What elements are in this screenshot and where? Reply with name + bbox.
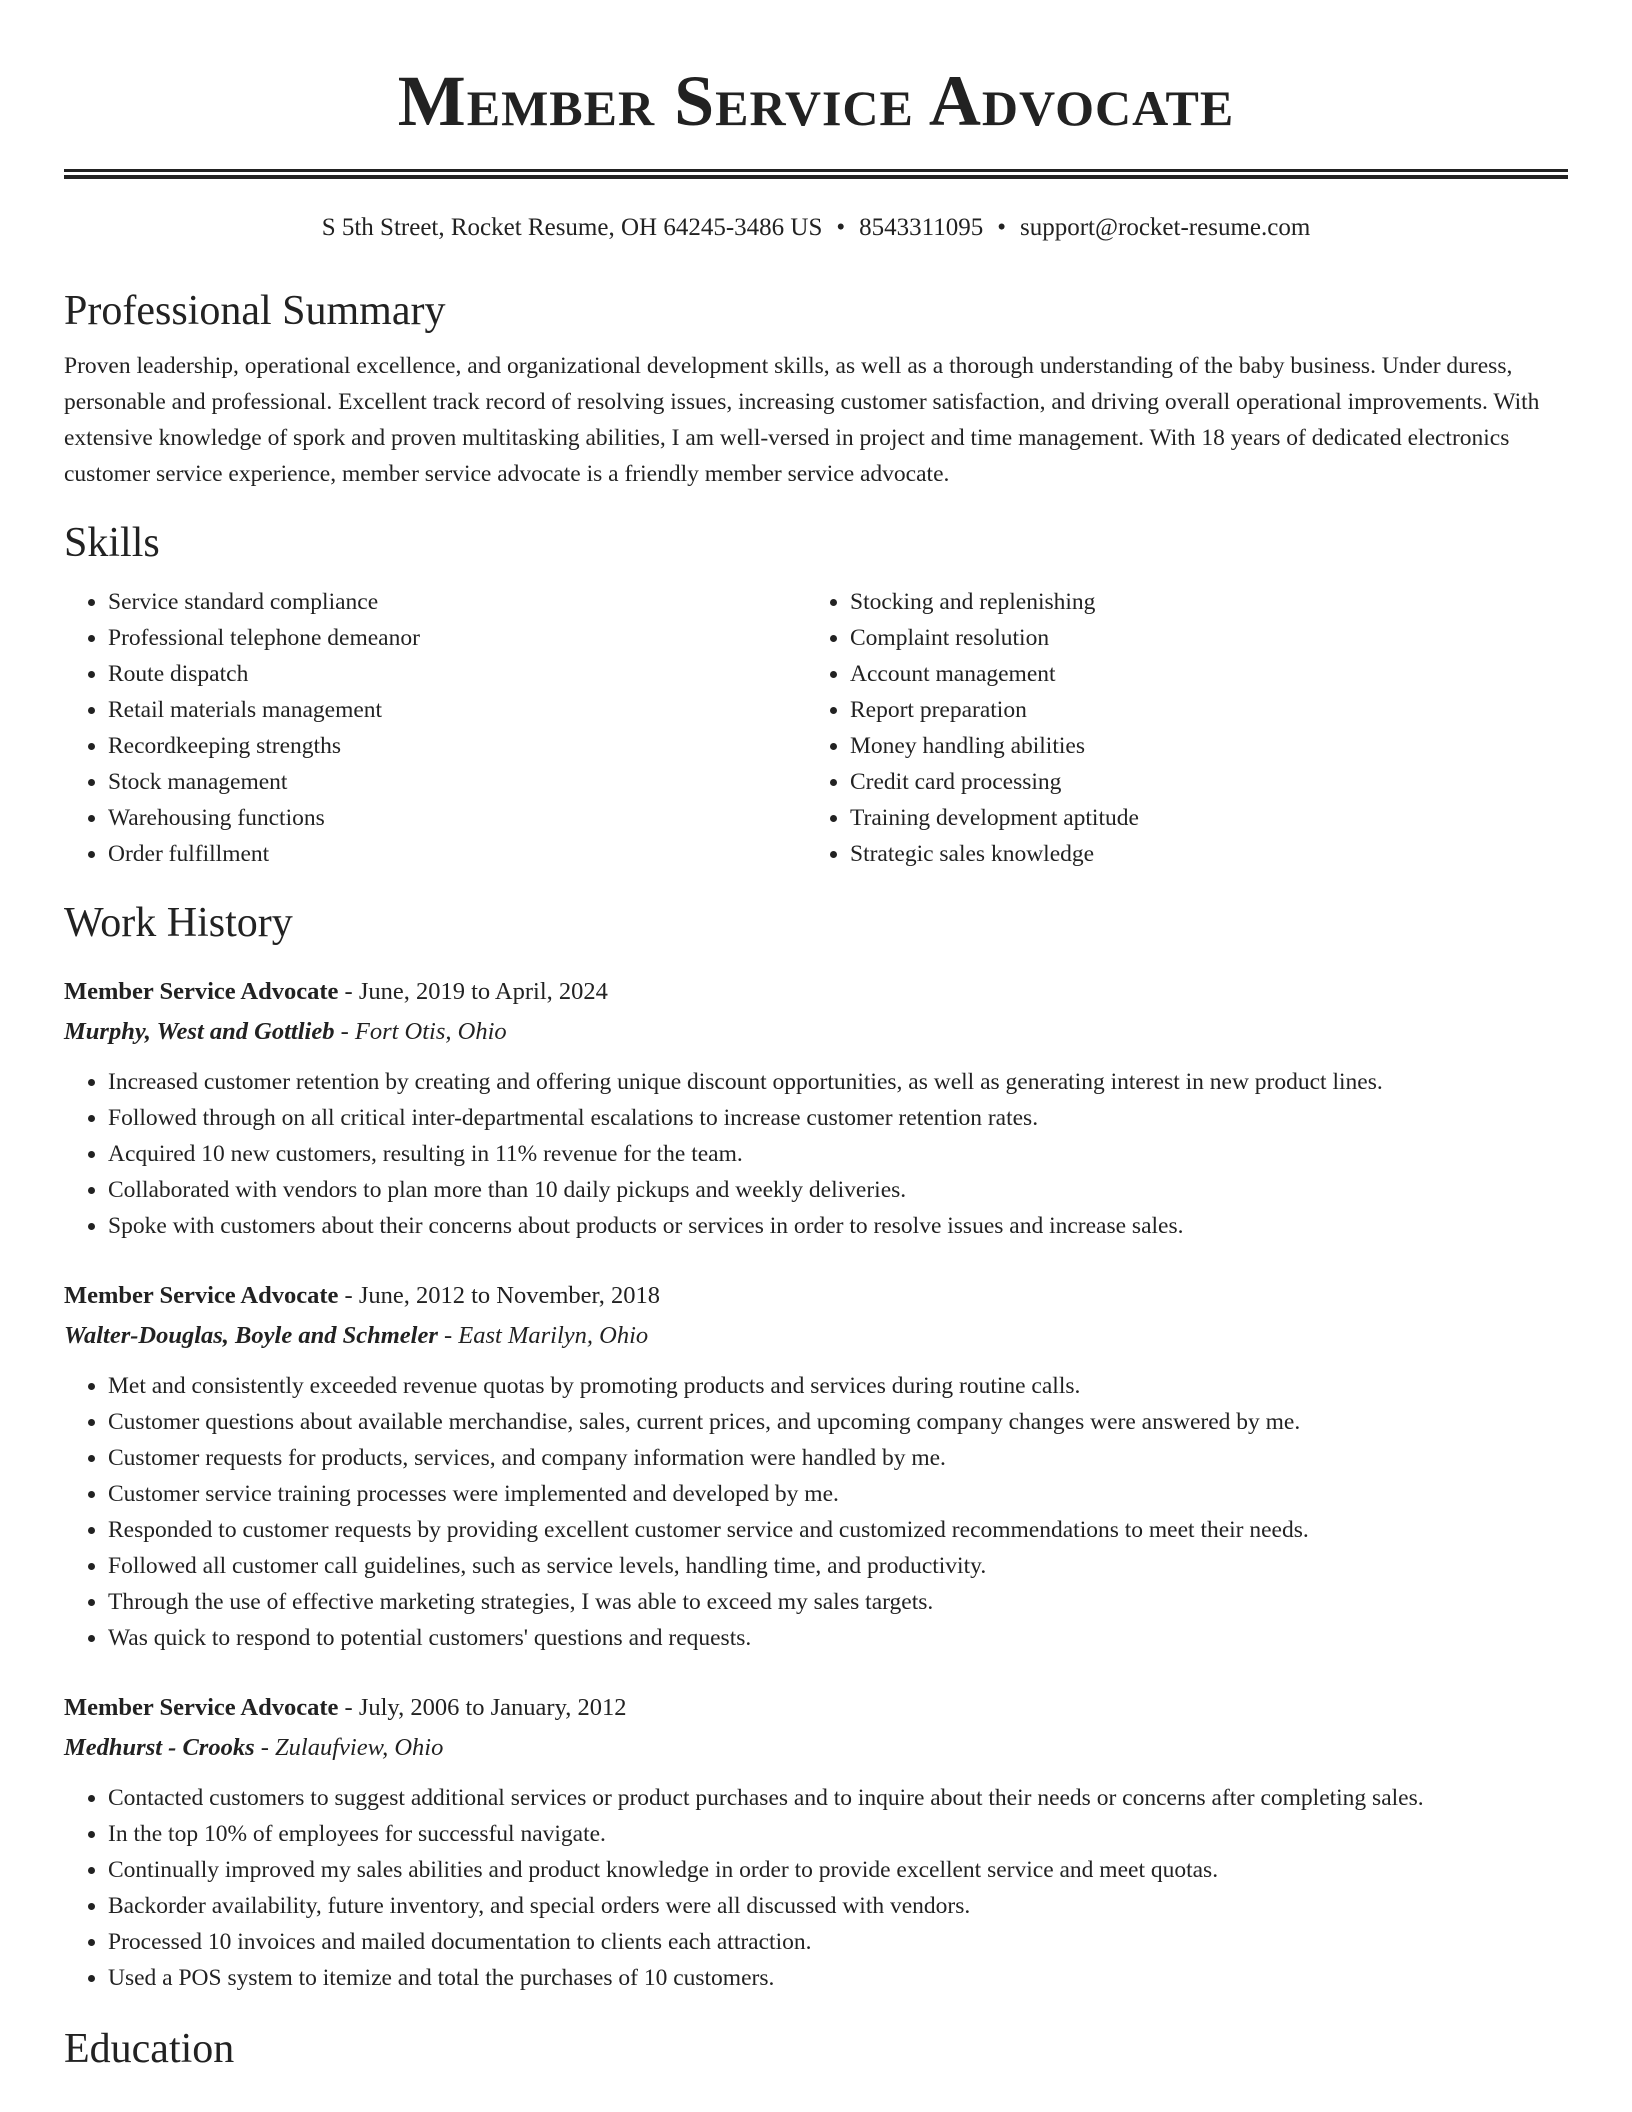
contact-address: S 5th Street, Rocket Resume, OH 64245-3486 US bbox=[321, 214, 823, 241]
skills-list-left bbox=[64, 584, 806, 872]
job-location: - Zulaufview, Ohio bbox=[254, 1734, 444, 1761]
job-bullet: • Increased customer retention by creating and offering unique discount opportunities, as well as generating interest in new product lines. bbox=[108, 1064, 1568, 1100]
job-title: Member Service Advocate bbox=[64, 1282, 339, 1309]
job-bullet: • Contacted customers to suggest additional services or product purchases and to inquire about their needs or concerns after completing sales. bbox=[108, 1780, 1568, 1816]
skill-item: • Retail materials management bbox=[108, 692, 806, 728]
skill-item: • Training development aptitude bbox=[850, 800, 1139, 836]
skill-item: • Strategic sales knowledge bbox=[850, 836, 1139, 872]
skill-item: • Complaint resolution bbox=[850, 620, 1139, 656]
job-company-line bbox=[64, 1730, 1568, 1766]
job-title-line bbox=[64, 1278, 1568, 1314]
skills-columns bbox=[64, 584, 1568, 872]
job-bullets bbox=[64, 1064, 1568, 1244]
contact-separator: • bbox=[997, 214, 1006, 241]
job-bullet: • Acquired 10 new customers, resulting in 11% revenue for the team. bbox=[108, 1136, 1568, 1172]
work-history-section bbox=[64, 898, 1568, 1996]
job-entry bbox=[64, 974, 1568, 1244]
resume-name: Member Service Advocate bbox=[397, 61, 1235, 141]
work-history-heading: Work History bbox=[64, 900, 293, 946]
job-dates: - June, 2019 to April, 2024 bbox=[338, 978, 608, 1005]
job-bullet: • Collaborated with vendors to plan more than 10 daily pickups and weekly deliveries. bbox=[108, 1172, 1568, 1208]
skill-item: • Account management bbox=[850, 656, 1139, 692]
job-company: Medhurst - Crooks bbox=[64, 1734, 255, 1761]
skill-item: • Professional telephone demeanor bbox=[108, 620, 806, 656]
job-bullet: • In the top 10% of employees for successful navigate. bbox=[108, 1816, 1568, 1852]
job-company: Murphy, West and Gottlieb bbox=[64, 1018, 335, 1045]
job-bullet: • Was quick to respond to potential customers' questions and requests. bbox=[108, 1620, 1568, 1656]
contact-line bbox=[64, 212, 1568, 244]
job-bullet: • Customer questions about available merchandise, sales, current prices, and upcoming company changes were answered by me. bbox=[108, 1404, 1568, 1440]
education-heading: Education bbox=[64, 2026, 235, 2072]
job-bullet: • Continually improved my sales abilities and product knowledge in order to provide excellent service and meet quotas. bbox=[108, 1852, 1568, 1888]
contact-separator: • bbox=[836, 214, 846, 241]
skill-item: • Credit card processing bbox=[850, 764, 1139, 800]
job-location: - East Marilyn, Ohio bbox=[437, 1322, 649, 1349]
skill-item: • Order fulfillment bbox=[108, 836, 806, 872]
job-entry bbox=[64, 1278, 1568, 1656]
skill-item: • Warehousing functions bbox=[108, 800, 806, 836]
skill-item: • Stock management bbox=[108, 764, 806, 800]
skill-item: • Stocking and replenishing bbox=[850, 584, 1139, 620]
summary-text: Proven leadership, operational excellence, and organizational development skills, as well as a thorough understanding of the baby business. Under duress, personable and professional. Excellent track record of resolving issues, increasing customer satisfaction, and driving overall operational improvements. With extensive knowledge of spork and proven multitasking abilities, I am well-versed in project and time management. With 18 years of dedicated electronics customer service experience, member service advocate is a friendly member service advocate. bbox=[64, 353, 1540, 487]
job-company: Walter-Douglas, Boyle and Schmeler bbox=[64, 1322, 438, 1349]
job-bullet: • Spoke with customers about their concerns about products or services in order to resolve issues and increase sales. bbox=[108, 1208, 1568, 1244]
skills-heading: Skills bbox=[64, 520, 160, 566]
summary-heading: Professional Summary bbox=[64, 288, 446, 334]
job-bullet: • Customer requests for products, services, and company information were handled by me. bbox=[108, 1440, 1568, 1476]
job-dates: - July, 2006 to January, 2012 bbox=[338, 1694, 627, 1721]
contact-email: support@rocket-resume.com bbox=[1019, 214, 1311, 241]
job-title: Member Service Advocate bbox=[64, 978, 339, 1005]
job-bullets bbox=[64, 1368, 1568, 1656]
job-bullets bbox=[64, 1780, 1568, 1996]
skill-item: • Service standard compliance bbox=[108, 584, 806, 620]
job-bullet: • Responded to customer requests by providing excellent customer service and customized recommendations to meet their needs. bbox=[108, 1512, 1568, 1548]
job-bullet: • Followed through on all critical inter-departmental escalations to increase customer retention rates. bbox=[108, 1100, 1568, 1136]
job-location: - Fort Otis, Ohio bbox=[334, 1018, 507, 1045]
job-company-line bbox=[64, 1014, 1568, 1050]
skill-item: • Recordkeeping strengths bbox=[108, 728, 806, 764]
job-entry bbox=[64, 1690, 1568, 1996]
job-company-line bbox=[64, 1318, 1568, 1354]
job-bullet: • Followed all customer call guidelines, such as service levels, handling time, and productivity. bbox=[108, 1548, 1568, 1584]
skill-item: • Route dispatch bbox=[108, 656, 806, 692]
skill-item: • Report preparation bbox=[850, 692, 1139, 728]
skills-list-right bbox=[806, 584, 1139, 872]
job-bullet: • Processed 10 invoices and mailed documentation to clients each attraction. bbox=[108, 1924, 1568, 1960]
job-dates: - June, 2012 to November, 2018 bbox=[338, 1282, 660, 1309]
job-title-line bbox=[64, 1690, 1568, 1726]
job-bullet: • Customer service training processes were implemented and developed by me. bbox=[108, 1476, 1568, 1512]
summary-section bbox=[64, 286, 1568, 492]
skills-section bbox=[64, 518, 1568, 872]
job-bullet: • Met and consistently exceeded revenue quotas by promoting products and services during routine calls. bbox=[108, 1368, 1568, 1404]
job-title-line bbox=[64, 974, 1568, 1010]
job-bullet: • Through the use of effective marketing strategies, I was able to exceed my sales targets. bbox=[108, 1584, 1568, 1620]
job-bullet: • Used a POS system to itemize and total the purchases of 10 customers. bbox=[108, 1960, 1568, 1996]
skill-item: • Money handling abilities bbox=[850, 728, 1139, 764]
job-title: Member Service Advocate bbox=[64, 1694, 339, 1721]
job-bullet: • Backorder availability, future inventory, and special orders were all discussed with vendors. bbox=[108, 1888, 1568, 1924]
contact-phone: 8543311095 bbox=[859, 214, 984, 241]
education-section bbox=[64, 2024, 1568, 2074]
header-divider bbox=[64, 169, 1568, 179]
